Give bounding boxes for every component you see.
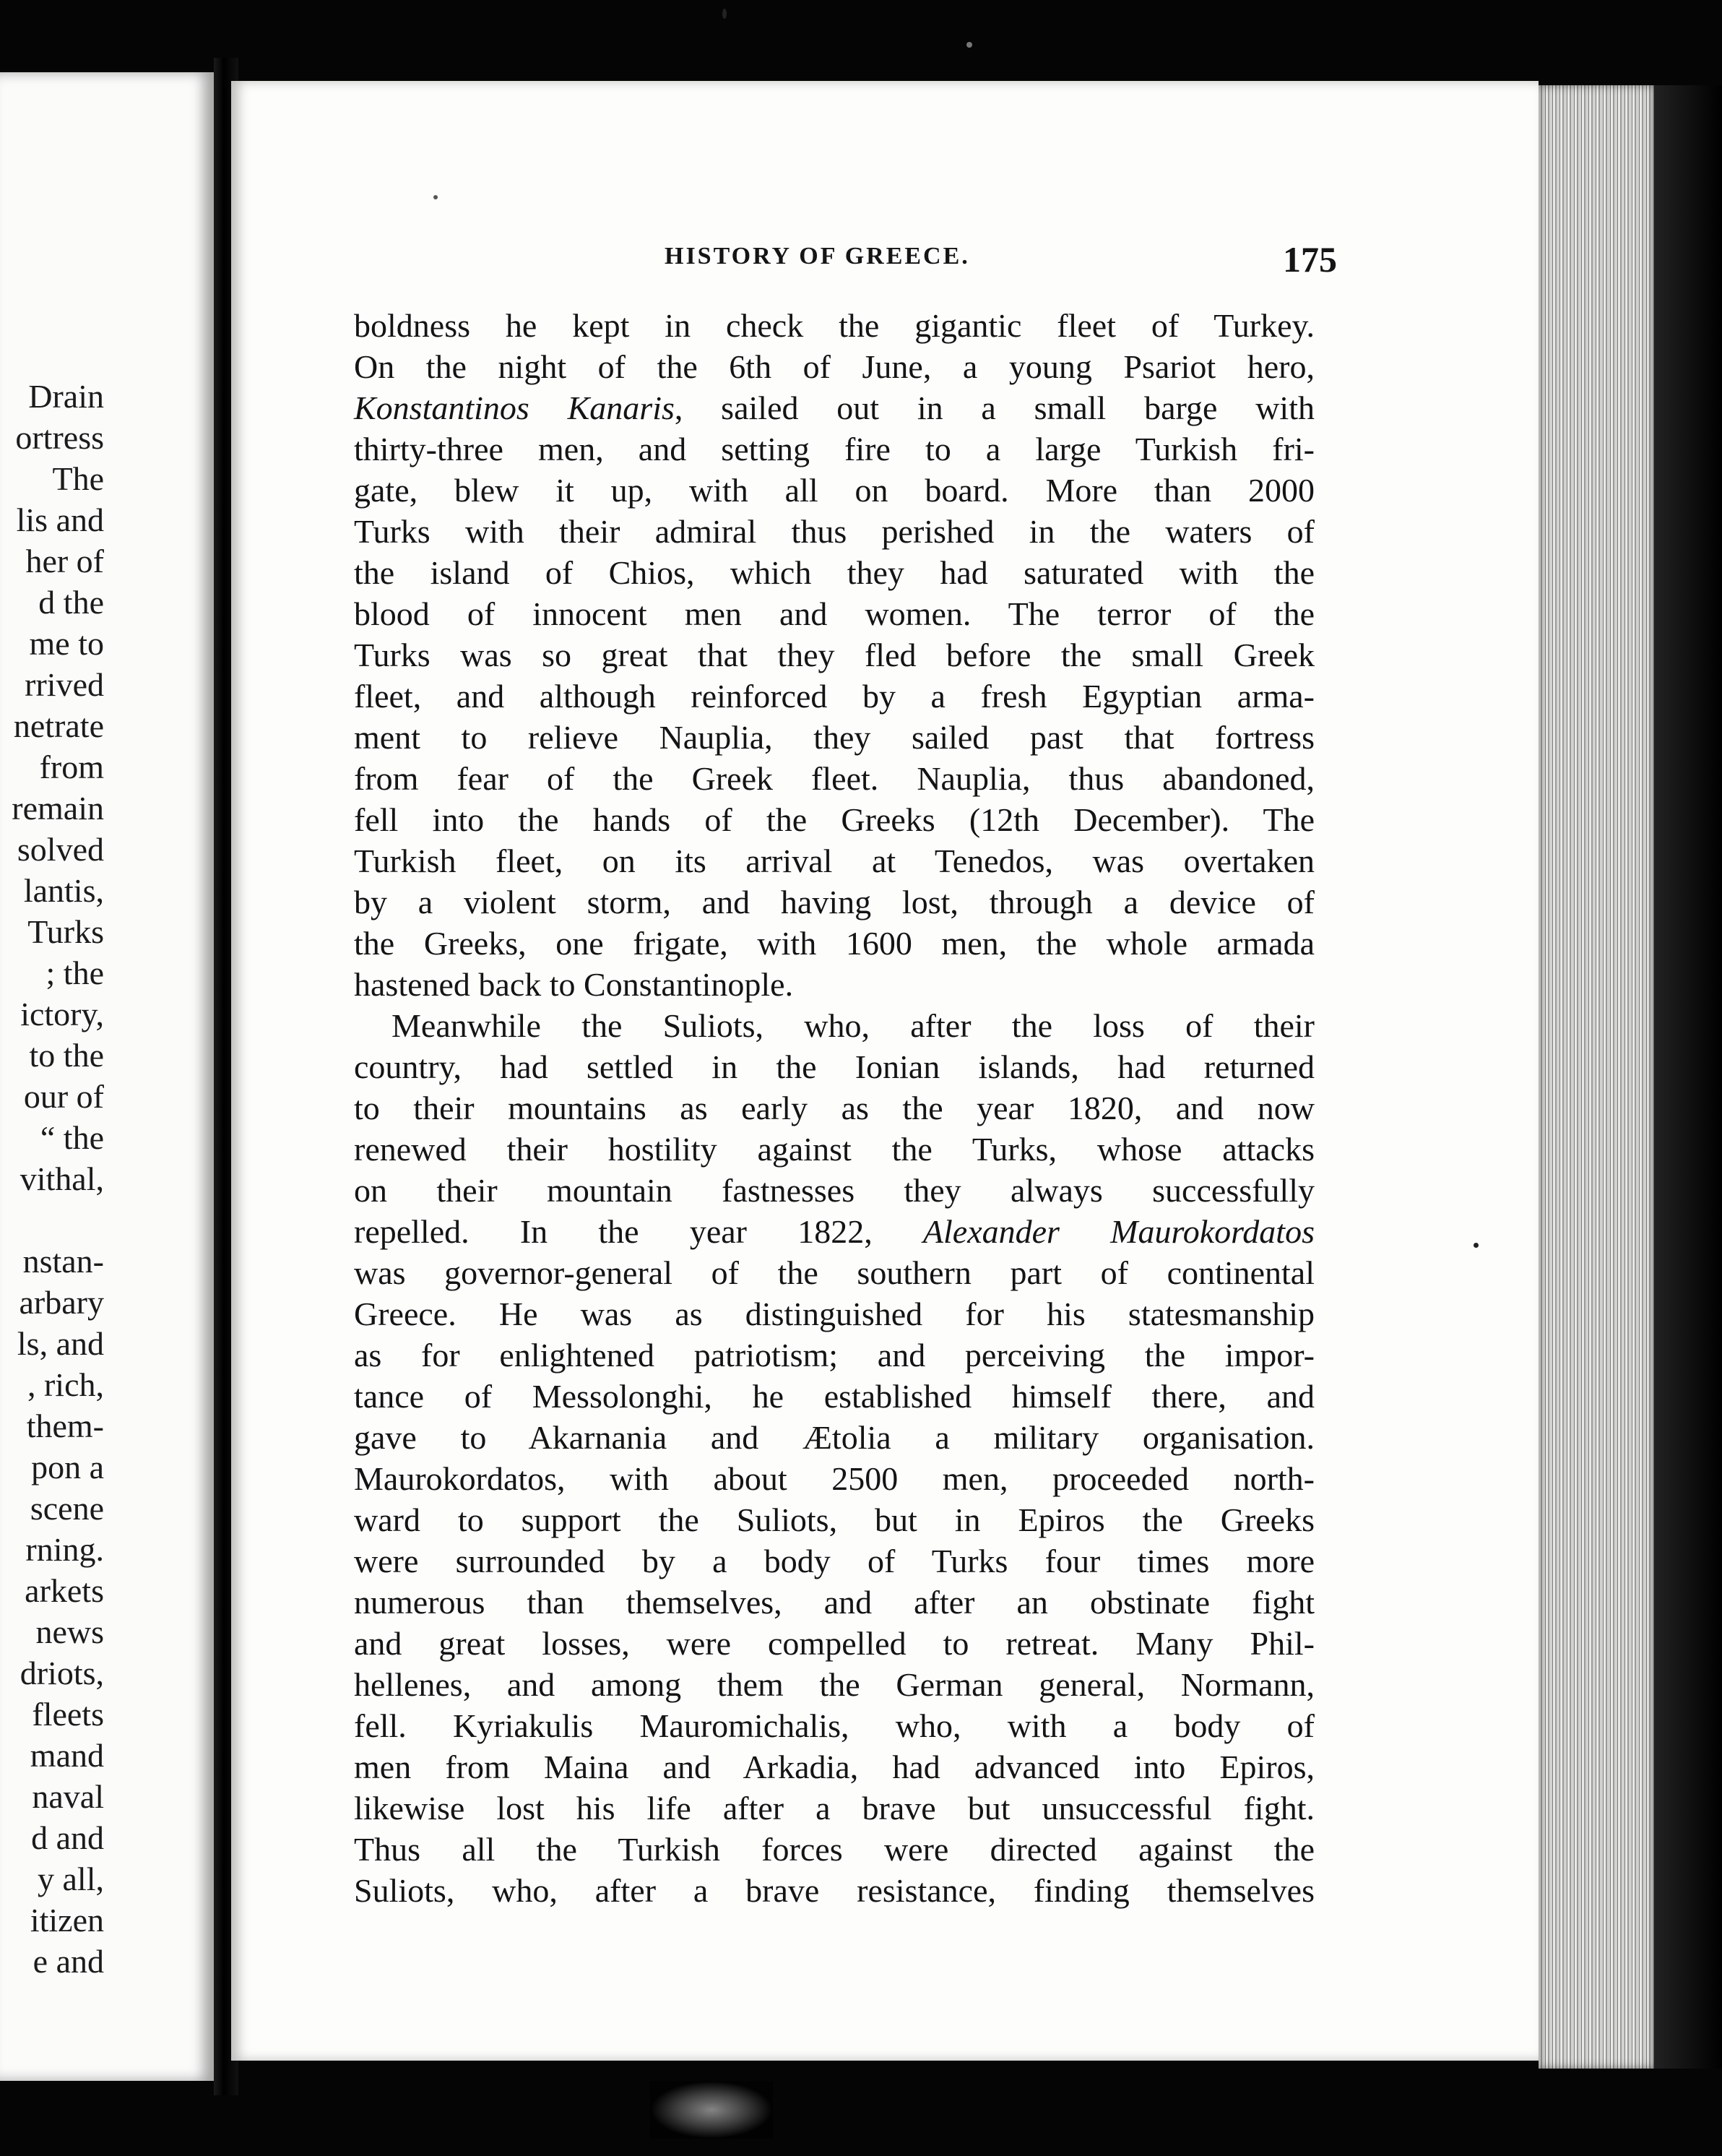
text-line: from fear of the Greek fleet. Nauplia, thus abandoned, bbox=[354, 760, 1315, 797]
left-page-line: ls, and bbox=[17, 1325, 104, 1362]
left-page-line bbox=[0, 1199, 104, 1241]
left-page-line: “ the bbox=[40, 1119, 104, 1156]
left-page-line: Drain bbox=[28, 378, 104, 415]
text-line: to their mountains as early as the year 1820, and now bbox=[354, 1090, 1315, 1126]
left-page-line: from bbox=[39, 749, 104, 785]
text-line: were surrounded by a body of Turks four times more bbox=[354, 1543, 1315, 1579]
text-line: boldness he kept in check the gigantic fleet of Turkey. bbox=[354, 307, 1315, 344]
text-line: was governor-general of the southern part of continental bbox=[354, 1254, 1315, 1291]
left-page-line: The bbox=[52, 460, 104, 497]
left-page-line: , rich, bbox=[27, 1366, 104, 1403]
left-page-line: e and bbox=[33, 1943, 104, 1980]
text-line: numerous than themselves, and after an obstinate fight bbox=[354, 1584, 1315, 1621]
text-line: Greece. He was as distinguished for his statesmanship bbox=[354, 1295, 1315, 1332]
text-line: thirty-three men, and setting fire to a large Turkish fri- bbox=[354, 431, 1315, 467]
scan-speck bbox=[1474, 1243, 1479, 1248]
text-line: hastened back to Constantinople. bbox=[354, 966, 794, 1003]
text-line: country, had settled in the Ionian islands, had returned bbox=[354, 1048, 1315, 1085]
left-page-line: our of bbox=[23, 1078, 104, 1115]
left-page-line: naval bbox=[32, 1778, 104, 1815]
scan-speck bbox=[966, 42, 972, 48]
text-line: Meanwhile the Suliots, who, after the loss of their bbox=[391, 1007, 1315, 1044]
left-page-line: mand bbox=[30, 1737, 104, 1774]
text-line bbox=[354, 1211, 1315, 1252]
text-line: and great losses, were compelled to retreat. Many Phil- bbox=[354, 1625, 1315, 1662]
left-page-line: Turks bbox=[27, 913, 104, 950]
left-page-line: arbary bbox=[19, 1284, 104, 1321]
page-edges-shadow bbox=[1654, 85, 1722, 2069]
left-page-line: d and bbox=[31, 1819, 104, 1856]
left-page-line: her of bbox=[25, 543, 104, 579]
left-page-line: rning. bbox=[25, 1531, 104, 1568]
left-page-line: scene bbox=[30, 1490, 104, 1527]
left-page-line: netrate bbox=[13, 707, 104, 744]
left-page-line: arkets bbox=[25, 1572, 104, 1609]
text-run: , sailed out in a small barge with bbox=[674, 389, 1315, 426]
left-page-line: pon a bbox=[31, 1449, 104, 1486]
text-line: Maurokordatos, with about 2500 men, proceeded north- bbox=[354, 1460, 1315, 1497]
text-line: fleet, and although reinforced by a fresh Egyptian arma- bbox=[354, 678, 1315, 715]
left-page-line: itizen bbox=[30, 1902, 104, 1939]
text-line: tance of Messolonghi, he established himself there, and bbox=[354, 1378, 1315, 1415]
left-page-line: nstan- bbox=[22, 1243, 104, 1280]
text-line: the Greeks, one frigate, with 1600 men, the whole armada bbox=[354, 925, 1315, 962]
text-line: ward to support the Suliots, but in Epiros the Greeks bbox=[354, 1501, 1315, 1538]
running-head: HISTORY OF GREECE. bbox=[665, 243, 970, 270]
text-line: fell. Kyriakulis Mauromichalis, who, with a body of bbox=[354, 1707, 1315, 1744]
text-line: Turks was so great that they fled before the small Greek bbox=[354, 637, 1315, 673]
left-page-line: to the bbox=[29, 1037, 104, 1074]
text-line bbox=[354, 387, 1315, 428]
left-page-line: solved bbox=[17, 831, 104, 868]
text-line: by a violent storm, and having lost, through a device of bbox=[354, 884, 1315, 920]
text-line: likewise lost his life after a brave but unsuccessful fight. bbox=[354, 1790, 1315, 1827]
text-line: gate, blew it up, with all on board. More than 2000 bbox=[354, 472, 1315, 509]
scan-speck bbox=[433, 195, 438, 199]
text-run: repelled. In the year 1822, bbox=[354, 1213, 923, 1250]
left-page-line: remain bbox=[12, 790, 104, 827]
left-page-text bbox=[0, 376, 104, 1982]
text-line: as for enlightened patriotism; and perceiving the impor- bbox=[354, 1337, 1315, 1374]
left-page-line: driots, bbox=[20, 1655, 104, 1691]
text-line: Turks with their admiral thus perished in the waters of bbox=[354, 513, 1315, 550]
italic-name: Konstantinos Kanaris bbox=[354, 389, 675, 426]
body-text bbox=[354, 305, 1315, 1911]
left-page-line: lantis, bbox=[23, 872, 104, 909]
scan-smudge bbox=[650, 2081, 773, 2139]
left-page-line: d the bbox=[38, 584, 104, 621]
left-page-line: rrived bbox=[25, 666, 104, 703]
text-line: Turkish fleet, on its arrival at Tenedos, was overtaken bbox=[354, 842, 1315, 879]
left-page-line: y all, bbox=[38, 1860, 104, 1897]
scan-speck bbox=[722, 9, 727, 19]
text-line: Suliots, who, after a brave resistance, finding themselves bbox=[354, 1872, 1315, 1909]
text-line: ment to relieve Nauplia, they sailed past that fortress bbox=[354, 719, 1315, 756]
page-edges bbox=[1539, 85, 1654, 2069]
text-line: on their mountain fastnesses they always successfully bbox=[354, 1172, 1315, 1209]
text-line: the island of Chios, which they had saturated with the bbox=[354, 554, 1315, 591]
left-page-line: ortress bbox=[15, 419, 104, 456]
left-page-line: them- bbox=[26, 1407, 104, 1444]
left-page-line: ; the bbox=[46, 954, 104, 991]
text-line: fell into the hands of the Greeks (12th December). The bbox=[354, 801, 1315, 838]
left-page-line: fleets bbox=[32, 1696, 104, 1733]
left-facing-page bbox=[0, 72, 214, 2081]
text-line: blood of innocent men and women. The terror of the bbox=[354, 595, 1315, 632]
text-line: Thus all the Turkish forces were directed against the bbox=[354, 1831, 1315, 1868]
left-page-line: lis and bbox=[16, 501, 104, 538]
left-page-line: me to bbox=[29, 625, 104, 662]
left-page-line: ictory, bbox=[20, 996, 104, 1032]
text-line: hellenes, and among them the German general, Normann, bbox=[354, 1666, 1315, 1703]
italic-name: Alexander Maurokordatos bbox=[922, 1213, 1315, 1250]
left-page-line: news bbox=[35, 1613, 104, 1650]
page-number: 175 bbox=[1283, 239, 1337, 280]
text-line: On the night of the 6th of June, a young Psariot hero, bbox=[354, 348, 1315, 385]
text-line: renewed their hostility against the Turks, whose attacks bbox=[354, 1131, 1315, 1168]
left-page-line: vithal, bbox=[20, 1160, 104, 1197]
text-line: men from Maina and Arkadia, had advanced into Epiros, bbox=[354, 1748, 1315, 1785]
text-line: gave to Akarnania and Ætolia a military organisation. bbox=[354, 1419, 1315, 1456]
